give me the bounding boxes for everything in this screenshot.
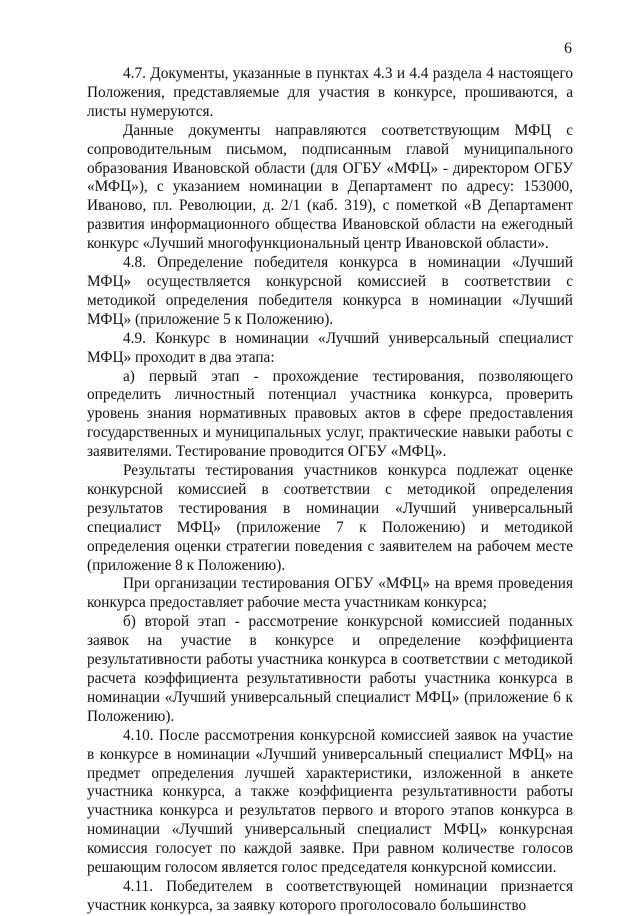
paragraph-4-8: 4.8. Определение победителя конкурса в номинации «Лучший МФЦ» осуществляется конкурсной комиссией в соответствии с методикой определения победителя конкурса в номинации «Лучший МФЦ» (приложение 5 к Положению).	[87, 254, 573, 328]
paragraph-documents-sending: Данные документы направляются соответствующим МФЦ с сопроводительным письмом, подписанным главой муниципального образования Ивановской области (для ОГБУ «МФЦ» - директором ОГБУ «МФЦ»), с указанием номинации в Департамент по адресу: 153000, Иваново, пл. Революции, д. 2/1 (каб. 319), с пометкой «В Департамент развития информационного общества Ивановской области на ежегодный конкурс «Лучший многофункциональный центр Ивановской области».	[87, 121, 573, 253]
paragraph-test-organization: При организации тестирования ОГБУ «МФЦ» на время проведения конкурса предоставляет рабочие места участникам конкурса;	[87, 575, 573, 612]
paragraph-stage-a: а) первый этап - прохождение тестирования, позволяющего определить личностный потенциал участника конкурса, проверить уровень знания нормативных правовых актов в сфере предоставления государственных и муниципальных услуг, практические навыки работы с заявителями. Тестирование проводится ОГБУ «МФЦ».	[87, 367, 573, 461]
paragraph-4-10: 4.10. После рассмотрения конкурсной комиссией заявок на участие в конкурсе в номинации «Лучший универсальный специалист МФЦ» на предмет определения лучшей характеристики, изложенной в анкете участника конкурса, а также коэффициента результативности работы участника конкурса и результатов первого и второго этапов конкурса в номинации «Лучший универсальный специалист МФЦ» конкурсная комиссия голосует по каждой заявке. При равном количестве голосов решающим голосом является голос председателя конкурсной комиссии.	[87, 726, 573, 877]
paragraph-stage-b: б) второй этап - рассмотрение конкурсной комиссией поданных заявок на участие в конкурсе и определение коэффициента результативности работы участника конкурса в соответствии с методикой расчета коэффициента результативности работы участника конкурса в номинации «Лучший универсальный специалист МФЦ» (приложение 6 к Положению).	[87, 613, 573, 725]
document-body	[87, 65, 573, 916]
paragraph-4-11: 4.11. Победителем в соответствующей номинации признается участник конкурса, за заявку которого проголосовало большинство	[87, 877, 573, 914]
page-number: 6	[564, 40, 572, 57]
paragraph-4-9: 4.9. Конкурс в номинации «Лучший универсальный специалист МФЦ» проходит в два этапа:	[87, 329, 573, 366]
paragraph-4-7: 4.7. Документы, указанные в пунктах 4.3 и 4.4 раздела 4 настоящего Положения, представляемые для участия в конкурсе, прошиваются, а листы нумеруются.	[87, 65, 573, 120]
paragraph-test-results: Результаты тестирования участников конкурса подлежат оценке конкурсной комиссией в соответствии с методикой определения результатов тестирования в номинации «Лучший универсальный специалист МФЦ» (приложение 7 к Положению) и методикой определения оценки стратегии поведения с заявителем на рабочем месте (приложение 8 к Положению).	[87, 462, 573, 574]
